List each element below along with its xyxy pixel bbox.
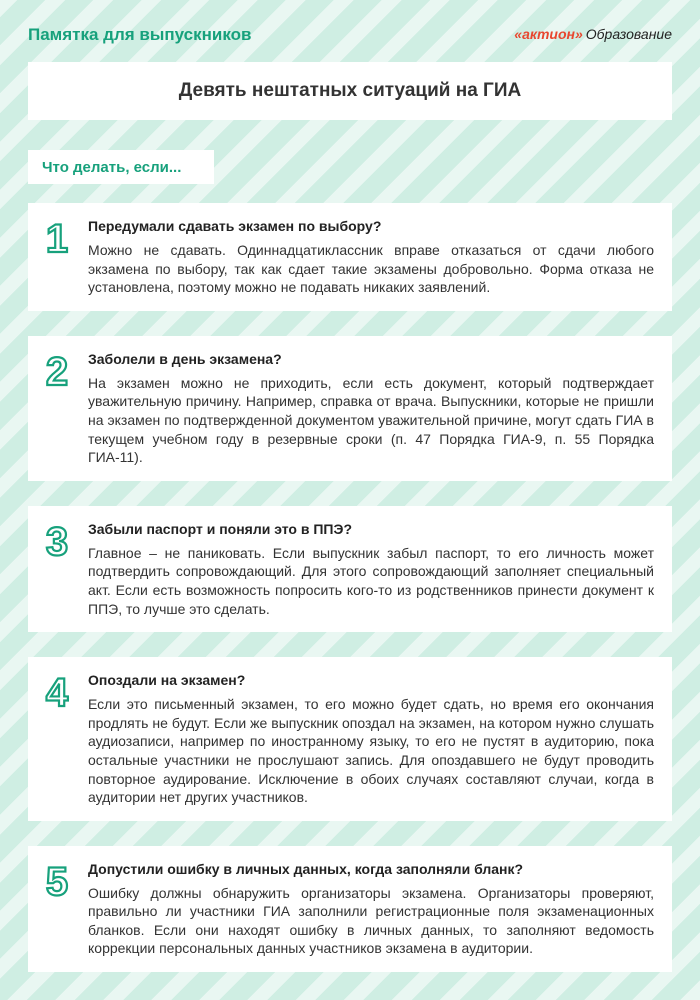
item-answer: Ошибку должны обнаружить организаторы экзамена. Организаторы проверяют, правильно ли участники ГИА заполнили регистрационные поля экзаменационных бланков. Если они находят ошибку в личных данных, то заполняют ведомость коррекции персональных данных участников экзамена в аудитории. <box>88 884 654 957</box>
item-number: 1 <box>45 217 69 261</box>
header-title: Памятка для выпускников <box>28 25 252 44</box>
situation-card-1 <box>28 203 672 311</box>
item-answer: Если это письменный экзамен, то его можно будет сдать, но время его окончания продлять не будут. Если же выпускник опоздал на экзамен, на котором нужно слушать аудиозаписи, например по иностранному языку, то его не пустят в аудиторию, пока остальные участники не прослушают запись. Для опоздавшего не будут проводить повторное аудирование. Исключение в обоих случаях составляют случаи, когда в аудитории нет других участников. <box>88 696 654 806</box>
brand-logo <box>514 26 672 42</box>
item-answer: На экзамен можно не приходить, если есть документ, который подтверждает уважительную причину. Например, справка от врача. Выпускники, которые не пришли на экзамен по подтвержденной документом уважительной причине, могут сдать ГИА в текущем учебном году в резервные сроки (п. 47 Порядка ГИА-9, п. 55 Порядка ГИА-11). <box>88 374 654 466</box>
situation-card-3 <box>28 506 672 632</box>
item-question: Допустили ошибку в личных данных, когда заполняли бланк? <box>88 860 524 877</box>
title-box <box>28 62 672 120</box>
subtitle: Что делать, если... <box>42 158 182 176</box>
page-title: Девять нештатных ситуаций на ГИА <box>178 80 522 101</box>
brand-mark: «актион» <box>514 26 583 42</box>
item-number: 2 <box>45 349 69 394</box>
situation-list <box>28 203 672 997</box>
item-question: Опоздали на экзамен? <box>88 672 246 689</box>
situation-card-5 <box>28 846 672 972</box>
item-question: Заболели в день экзамена? <box>88 350 282 367</box>
item-number: 4 <box>45 671 69 716</box>
brand-sub: Образование <box>585 26 672 42</box>
situation-card-2 <box>28 336 672 481</box>
item-answer: Можно не сдавать. Одиннадцатиклассник вправе отказаться от сдачи любого экзамена по выбору, так как сдает такие экзамены добровольно. Форма отказа не установлена, поэтому можно не подавать никаких заявлений. <box>88 242 654 296</box>
item-question: Забыли паспорт и поняли это в ППЭ? <box>88 520 353 537</box>
item-number: 5 <box>45 859 69 904</box>
situation-card-4 <box>28 657 672 821</box>
page-header <box>0 0 700 62</box>
item-answer: Главное – не паниковать. Если выпускник забыл паспорт, то его личность может подтвердить сопровождающий. Для этого сопровождающий заполняет специальный акт. Если есть возможность попросить кого-то из родственников принести документ к ППЭ, то лучше это сделать. <box>88 544 654 617</box>
item-number: 3 <box>45 519 69 564</box>
subtitle-box <box>28 150 214 184</box>
item-question: Передумали сдавать экзамен по выбору? <box>88 218 382 234</box>
